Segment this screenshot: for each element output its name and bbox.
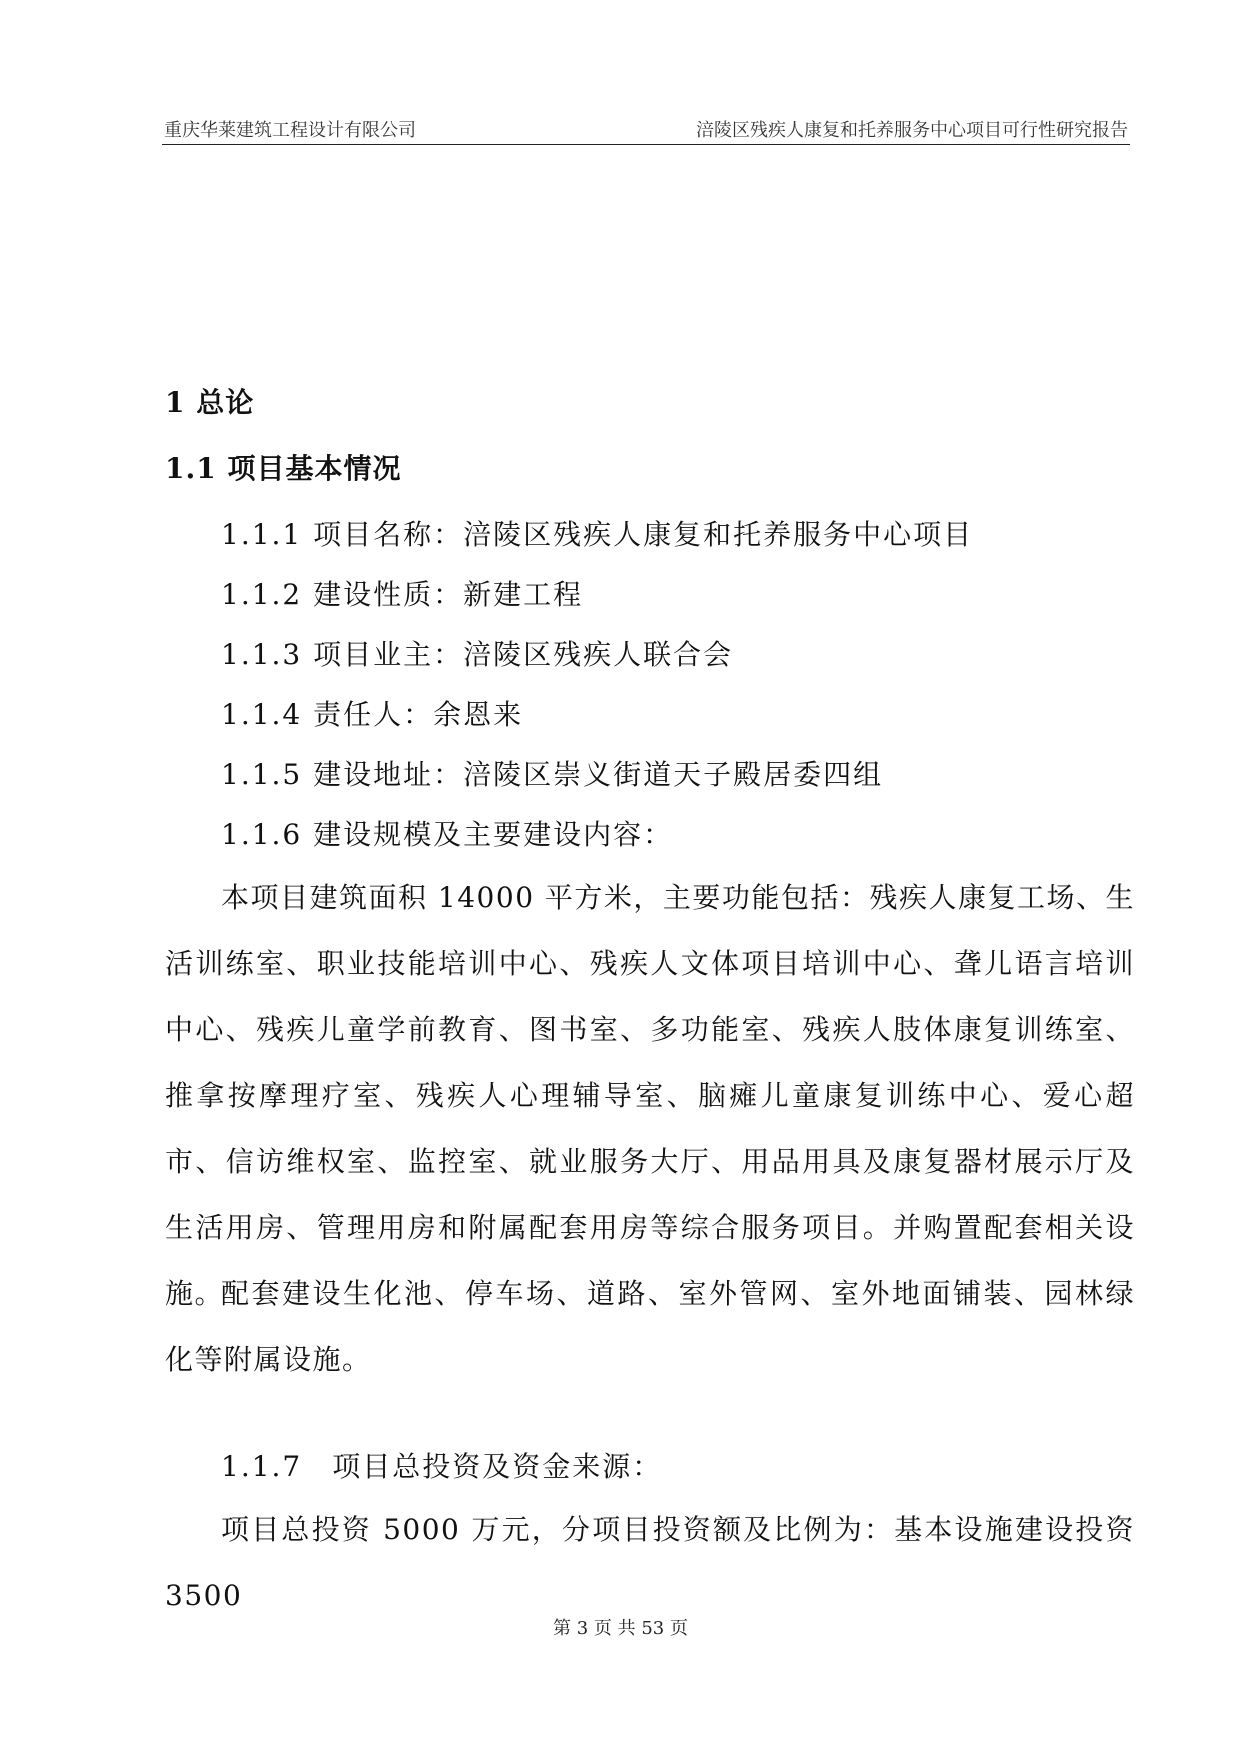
paragraph-investment: 项目总投资 5000 万元，分项目投资额及比例为：基本设施建设投资 3500 [165,1513,1135,1612]
paragraph-ancillary-facilities: 配套建设生化池、停车场、道路、室外管网、室外地面铺装、园林绿化等附属设施。 [165,1277,1135,1376]
item-project-name: 1.1.1 项目名称：涪陵区残疾人康复和托养服务中心项目 [221,518,974,551]
paragraph-main-functions: 本项目建筑面积 14000 平方米，主要功能包括：残疾人康复工场、生活训练室、职业技能培训中心、残疾人文体项目培训中心、聋儿语言培训中心、残疾儿童学前教育、图书室、多功能室、残疾人肢体康复训练室、推拿按摩理疗室、残疾人心理辅导室、脑瘫儿童康复训练中心、爱心超市、信访维权室、监控室、就业服务大厅、用品用具及康复器材展示厅及生活用房、管理用房和附属配套用房等综合服务项目。并购置配套相关设施。 [165,881,1135,1310]
chapter-heading: 1 总论 [165,386,255,419]
section-heading: 1.1 项目基本情况 [165,452,402,485]
item-project-owner: 1.1.3 项目业主：涪陵区残疾人联合会 [221,638,734,671]
page-header [162,114,1130,145]
item-responsible-person: 1.1.4 责任人：余恩来 [221,698,524,731]
header-report-title: 涪陵区残疾人康复和托养服务中心项目可行性研究报告 [696,120,1128,141]
page-footer: 第 3 页 共 53 页 [553,1618,688,1639]
header-company: 重庆华莱建筑工程设计有限公司 [164,120,416,141]
item-construction-scale: 1.1.6 建设规模及主要建设内容： [221,818,674,851]
item-construction-nature: 1.1.2 建设性质：新建工程 [221,578,584,611]
item-construction-address: 1.1.5 建设地址：涪陵区崇义街道天子殿居委四组 [221,758,884,791]
item-total-investment: 1.1.7 项目总投资及资金来源： [221,1450,663,1483]
